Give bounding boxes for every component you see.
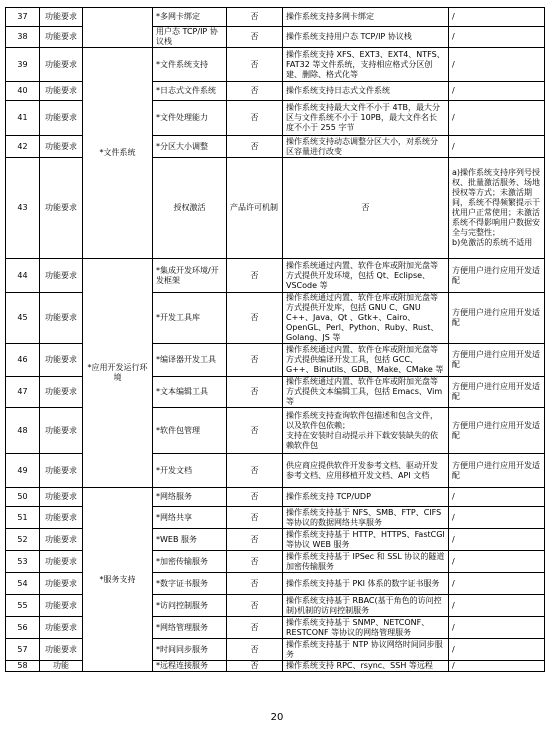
item-number: 49 — [6, 454, 40, 488]
required-flag: 否 — [227, 617, 283, 639]
requirement-type: 功能要求 — [40, 101, 83, 136]
item-name: *日志式文件系统 — [153, 82, 227, 101]
requirement-type: 功能要求 — [40, 454, 83, 488]
requirement-type: 功能要求 — [40, 639, 83, 661]
item-note: / — [449, 27, 545, 48]
item-number: 53 — [6, 551, 40, 573]
requirement-type: 功能要求 — [40, 8, 83, 27]
table-row — [6, 8, 545, 27]
requirement-type: 功能要求 — [40, 488, 83, 507]
required-flag: 否 — [227, 101, 283, 136]
requirements-table — [5, 7, 545, 672]
requirement-type: 功能要求 — [40, 595, 83, 617]
item-number: 44 — [6, 259, 40, 293]
item-note: / — [449, 101, 545, 136]
item-note: / — [449, 8, 545, 27]
requirement-type: 功能要求 — [40, 617, 83, 639]
item-description: 操作系统通过内置、软件仓库或附加光盘等方式提供文本编辑工具，包括 Emacs、Vim 等 — [283, 377, 449, 408]
item-description: 操作系统支持动态调整分区大小，对系统分区容量进行改变 — [283, 136, 449, 158]
item-note: / — [449, 529, 545, 551]
item-note: / — [449, 136, 545, 158]
required-flag: 否 — [227, 48, 283, 82]
item-name: *文件处理能力 — [153, 101, 227, 136]
requirement-type: 功能要求 — [40, 48, 83, 82]
item-name: *数字证书服务 — [153, 573, 227, 595]
table-row — [6, 259, 545, 293]
item-number: 51 — [6, 507, 40, 529]
item-name: 产品许可机制 — [227, 158, 283, 259]
item-name: *访问控制服务 — [153, 595, 227, 617]
item-description: 操作系统支持 XFS、EXT3、EXT4、NTFS、FAT32 等文件系统，支持相应格式分区创建、删除、格式化等 — [283, 48, 449, 82]
item-note: / — [449, 595, 545, 617]
item-note: / — [449, 82, 545, 101]
item-number: 39 — [6, 48, 40, 82]
item-note: 方便用户进行应用开发适配 — [449, 454, 545, 488]
required-flag: 否 — [227, 488, 283, 507]
requirement-type: 功能要求 — [40, 573, 83, 595]
item-name: *分区大小调整 — [153, 136, 227, 158]
item-number: 57 — [6, 639, 40, 661]
item-name: *网络管理服务 — [153, 617, 227, 639]
item-description: 操作系统通过内置、软件仓库或附加光盘等方式提供开发环境，包括 Qt、Eclipse、VSCode 等 — [283, 259, 449, 293]
item-note: 方便用户进行应用开发适配 — [449, 408, 545, 454]
item-description: 操作系统支持基于 NFS、SMB、FTP、CIFS 等协议的数据网络共享服务 — [283, 507, 449, 529]
category-cell: *服务支持 — [83, 488, 153, 672]
item-description: 操作系统支持 RPC、rsync、SSH 等远程 — [283, 661, 449, 672]
item-description: 操作系统支持基于 SNMP、NETCONF、RESTCONF 等协议的网络管理服务 — [283, 617, 449, 639]
requirement-type: 功能要求 — [40, 27, 83, 48]
requirement-type: 功能要求 — [40, 507, 83, 529]
item-description: 操作系统通过内置、软件仓库或附加光盘等方式提供编译开发工具，包括 GCC、G++、Binutils、GDB、Make、CMake 等 — [283, 344, 449, 377]
required-flag: 否 — [227, 293, 283, 344]
category-cell: *应用开发运行环境 — [83, 259, 153, 488]
item-number: 45 — [6, 293, 40, 344]
item-name: *开发工具库 — [153, 293, 227, 344]
item-note: 方便用户进行应用开发适配 — [449, 377, 545, 408]
item-note: / — [449, 573, 545, 595]
required-flag: 否 — [283, 158, 449, 259]
requirement-type: 功能要求 — [40, 551, 83, 573]
required-flag: 否 — [227, 136, 283, 158]
item-number: 58 — [6, 661, 40, 672]
required-flag: 否 — [227, 551, 283, 573]
item-description: a)操作系统支持序列号授权、批量激活服务、场地授权等方式；未激活期间，系统不得频繁提示干扰用户正常使用；未激活系统不得影响用户数据安全与完整性； b)免激活的系统不适用 — [449, 158, 545, 259]
item-note: 方便用户进行应用开发适配 — [449, 293, 545, 344]
item-number: 42 — [6, 136, 40, 158]
item-number: 56 — [6, 617, 40, 639]
required-flag: 否 — [227, 27, 283, 48]
required-flag: 否 — [227, 259, 283, 293]
item-name: *多网卡绑定 — [153, 8, 227, 27]
required-flag: 否 — [227, 661, 283, 672]
requirement-type: 功能要求 — [40, 259, 83, 293]
required-flag: 否 — [227, 8, 283, 27]
item-description: 操作系统支持基于 NTP 协议网络时间同步服务 — [283, 639, 449, 661]
item-description: 操作系统支持最大文件不小于 4TB，最大分区与文件系统不小于 10PB，最大文件名长度不小于 255 字节 — [283, 101, 449, 136]
item-name: *开发文档 — [153, 454, 227, 488]
item-name: *网络服务 — [153, 488, 227, 507]
item-number: 41 — [6, 101, 40, 136]
item-name: *WEB 服务 — [153, 529, 227, 551]
table-row — [6, 488, 545, 507]
item-description: 操作系统支持多网卡绑定 — [283, 8, 449, 27]
item-name: *文件系统支持 — [153, 48, 227, 82]
required-flag: 否 — [227, 408, 283, 454]
category-cell: 授权激活 — [153, 158, 227, 259]
item-note: / — [449, 639, 545, 661]
requirement-type: 功能 — [40, 661, 83, 672]
requirement-type: 功能要求 — [40, 344, 83, 377]
requirement-type: 功能要求 — [40, 158, 83, 259]
item-note: / — [449, 551, 545, 573]
required-flag: 否 — [227, 344, 283, 377]
category-cell-empty — [83, 8, 153, 48]
item-description: 操作系统支持用户态 TCP/IP 协议栈 — [283, 27, 449, 48]
required-flag: 否 — [227, 377, 283, 408]
item-name: 用户态 TCP/IP 协议栈 — [153, 27, 227, 48]
item-name: *文本编辑工具 — [153, 377, 227, 408]
item-number: 48 — [6, 408, 40, 454]
item-description: 供应商应提供软件开发参考文档、驱动开发参考文档、应用移植开发文档、API 文档 — [283, 454, 449, 488]
required-flag: 否 — [227, 595, 283, 617]
item-number: 47 — [6, 377, 40, 408]
required-flag: 否 — [227, 639, 283, 661]
item-description: 操作系统支持基于 IPSec 和 SSL 协议的隧道加密传输服务 — [283, 551, 449, 573]
required-flag: 否 — [227, 507, 283, 529]
table-row — [6, 48, 545, 82]
item-note: 方便用户进行应用开发适配 — [449, 344, 545, 377]
item-name: *加密传输服务 — [153, 551, 227, 573]
item-name: *网络共享 — [153, 507, 227, 529]
requirement-type: 功能要求 — [40, 136, 83, 158]
requirement-type: 功能要求 — [40, 82, 83, 101]
item-description: 操作系统通过内置、软件仓库或附加光盘等方式提供开发库，包括 GNU C、GNU C++、Java、Qt 、Gtk+、Cairo、OpenGL、Perl、Python、Ruby、Rust、Golang、JS 等 — [283, 293, 449, 344]
item-number: 52 — [6, 529, 40, 551]
requirement-type: 功能要求 — [40, 293, 83, 344]
item-name: *软件包管理 — [153, 408, 227, 454]
requirement-type: 功能要求 — [40, 377, 83, 408]
item-number: 50 — [6, 488, 40, 507]
item-name: *远程连接服务 — [153, 661, 227, 672]
item-description: 操作系统支持日志式文件系统 — [283, 82, 449, 101]
item-number: 54 — [6, 573, 40, 595]
item-number: 38 — [6, 27, 40, 48]
item-note: / — [449, 488, 545, 507]
requirement-type: 功能要求 — [40, 408, 83, 454]
item-description: 操作系统支持基于 RBAC(基于角色的访问控制)机制的访问控制服务 — [283, 595, 449, 617]
item-note: 方便用户进行应用开发适配 — [449, 259, 545, 293]
required-flag: 否 — [227, 82, 283, 101]
item-name: *时间同步服务 — [153, 639, 227, 661]
item-number: 37 — [6, 8, 40, 27]
item-note: / — [449, 617, 545, 639]
item-description: 操作系统支持基于 PKI 体系的数字证书服务 — [283, 573, 449, 595]
item-number: 43 — [6, 158, 40, 259]
item-number: 46 — [6, 344, 40, 377]
required-flag: 否 — [227, 573, 283, 595]
category-cell: *文件系统 — [83, 48, 153, 259]
item-note: / — [449, 507, 545, 529]
item-name: *编译器开发工具 — [153, 344, 227, 377]
item-name: *集成开发环境/开发框架 — [153, 259, 227, 293]
required-flag: 否 — [227, 454, 283, 488]
item-description: 操作系统支持基于 HTTP、HTTPS、FastCGI 等协议 WEB 服务 — [283, 529, 449, 551]
item-note: / — [449, 48, 545, 82]
item-description: 操作系统支持查询软件包描述和包含文件，以及软件包依赖； 支持在安装时自动提示并下载安装缺失的依赖软件包 — [283, 408, 449, 454]
required-flag: 否 — [227, 529, 283, 551]
item-number: 40 — [6, 82, 40, 101]
requirement-type: 功能要求 — [40, 529, 83, 551]
item-description: 操作系统支持 TCP/UDP — [283, 488, 449, 507]
item-note: / — [449, 661, 545, 672]
item-number: 55 — [6, 595, 40, 617]
page-number: 20 — [270, 712, 284, 723]
